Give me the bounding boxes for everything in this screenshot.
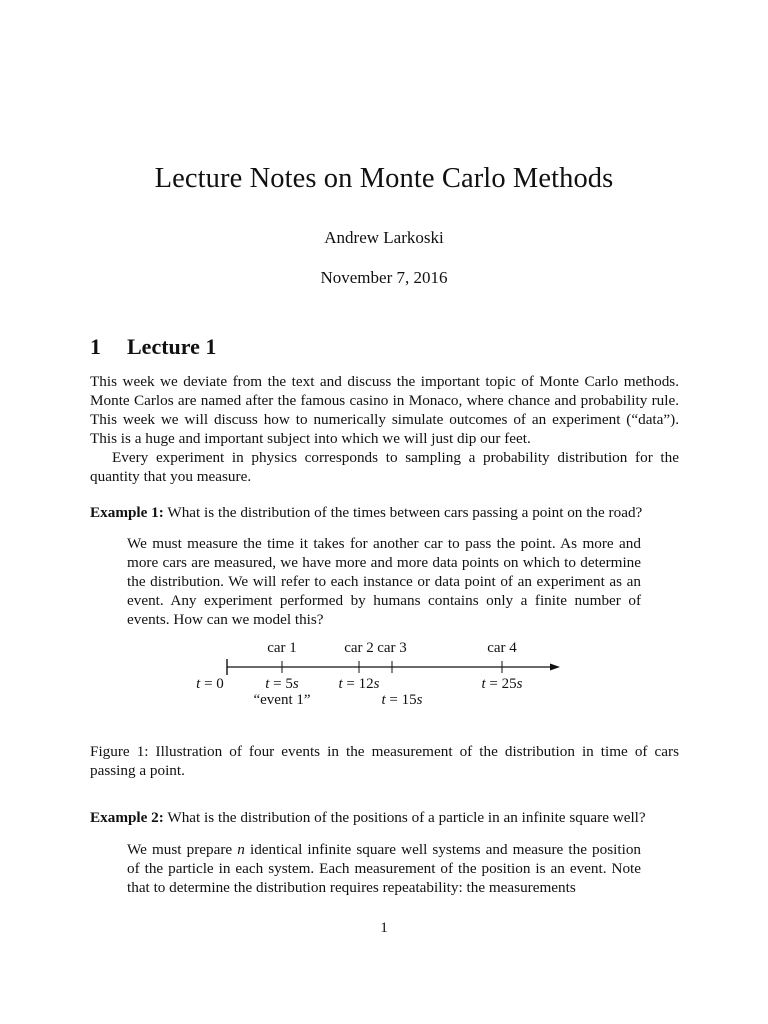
intro-paragraph-1: This week we deviate from the text and discuss the important topic of Monte Carlo methods. Monte Carlos are named after the famous casino in Monaco, where chance and probability rule. This week we will discuss how to numerically simulate outcomes of an experiment (“data”). This is a huge and important subject into which we will just dip our feet. <box>90 373 679 447</box>
example-2-label: Example 2: <box>90 809 164 826</box>
figure-caption: Figure 1: Illustration of four events in the measurement of the distribution in time of cars passing a point. <box>90 743 679 779</box>
document-title: Lecture Notes on Monte Carlo Methods <box>154 163 614 194</box>
time-label: t = 5s <box>265 676 299 692</box>
intro-paragraph-2: Every experiment in physics corresponds to sampling a probability distribution for the quantity that you measure. <box>90 449 679 485</box>
intro-paragraphs <box>90 372 679 486</box>
time-label: t = 15s <box>381 692 423 708</box>
example-2-answer-text <box>127 840 641 897</box>
time-label: t = 0 <box>196 676 224 692</box>
section-number: 1 <box>90 334 101 359</box>
time-label: t = 25s <box>481 676 523 692</box>
section-heading <box>90 334 216 360</box>
example-2-answer-post: identical infinite square well systems and measure the position of the particle in each system. Each measurement of the position is an event. Note that to determine the distribution requires repeatability: the measurements <box>127 841 642 896</box>
timeline-figure <box>190 636 570 714</box>
car-label: car 2 <box>344 640 374 656</box>
car-label: car 4 <box>487 640 517 656</box>
example-1-answer-text: We must measure the time it takes for another car to pass the point. As more and more cars are measured, we have more and more data points on which to determine the distribution. We will refer to each instance or data point of an experiment as an event. Any experiment performed by humans contains only a finite number of events. How can we model this? <box>127 535 641 628</box>
example-1-answer <box>127 534 641 629</box>
page-number: 1 <box>380 919 388 936</box>
car-label: car 1 <box>267 640 297 656</box>
date: November 7, 2016 <box>320 268 448 287</box>
example-2-answer-variable: n <box>237 841 245 858</box>
example-1-label: Example 1: <box>90 504 164 521</box>
example-2-answer <box>127 840 641 897</box>
example-1-question <box>90 503 690 522</box>
timeline-arrowhead <box>550 664 560 671</box>
event-1-label: “event 1” <box>253 692 311 708</box>
section-title: Lecture 1 <box>127 334 217 359</box>
time-label: t = 12s <box>338 676 380 692</box>
example-2-answer-pre: We must prepare <box>127 841 238 858</box>
example-2-question-text: What is the distribution of the positions of a particle in an infinite square well? <box>167 809 646 826</box>
example-2-question <box>90 808 690 827</box>
car-label: car 3 <box>377 640 407 656</box>
example-1-question-text: What is the distribution of the times between cars passing a point on the road? <box>167 504 643 521</box>
author: Andrew Larkoski <box>324 228 444 247</box>
